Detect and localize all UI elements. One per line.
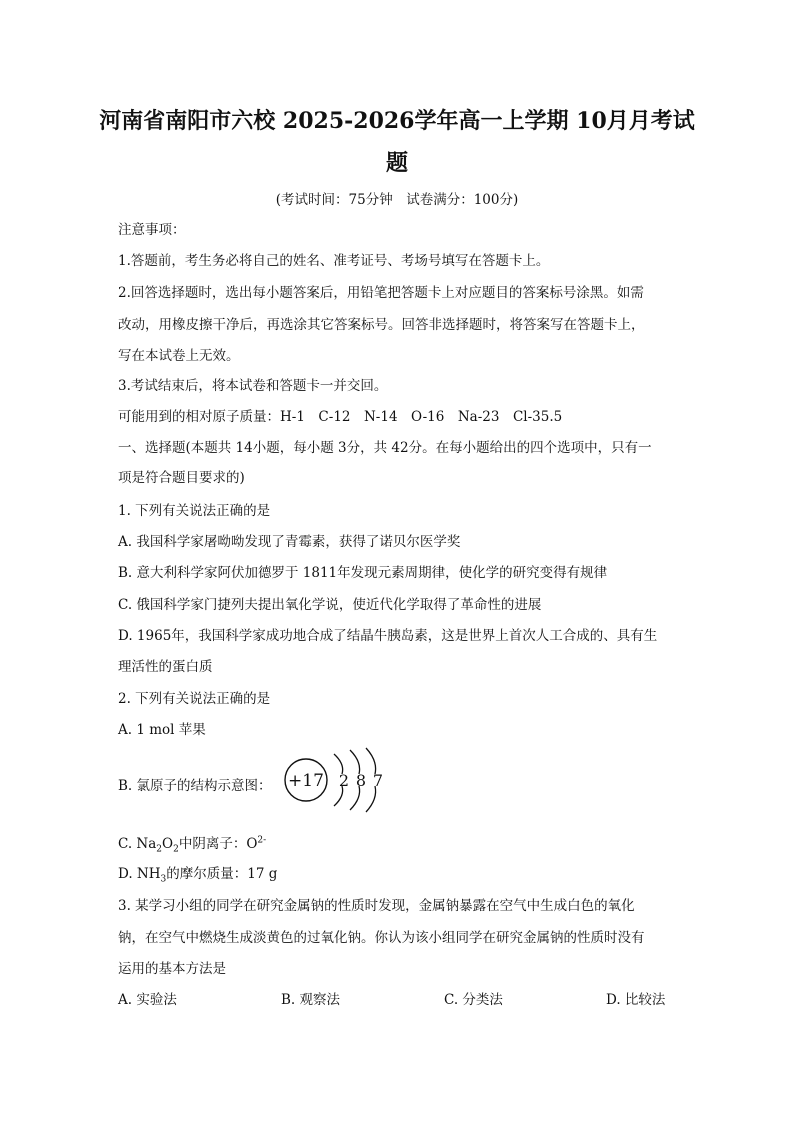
exam-title-line2: 题: [385, 150, 408, 176]
q2-option-c: [118, 832, 266, 855]
shell-3-electrons: 7: [372, 771, 384, 790]
q1-option-b: B. 意大利科学家阿伏加德罗于 1811年发现元素周期律，使化学的研究变得有规律: [118, 565, 608, 581]
atomic-masses: 可能用到的相对原子质量：H-1 C-12 N-14 O-16 Na-23 Cl-35.5: [118, 409, 563, 425]
q2-c-sub2: 2: [173, 844, 179, 855]
q1-option-a: A. 我国科学家屠呦呦发现了青霉素，获得了诺贝尔医学奖: [118, 534, 461, 550]
q2-c-sub1: 2: [156, 844, 163, 855]
section-heading-line2: 项是符合题目要求的): [118, 470, 245, 486]
q3-option-a: A. 实验法: [118, 992, 177, 1008]
q2-stem: 2. 下列有关说法正确的是: [118, 691, 271, 707]
q1-option-c: C. 俄国科学家门捷列夫提出氧化学说，使近代化学取得了革命性的进展: [118, 597, 542, 613]
q3-stem-line1: 3. 某学习小组的同学在研究金属钠的性质时发现，金属钠暴露在空气中生成白色的氧化: [118, 898, 635, 914]
exam-title-line1: 河南省南阳市六校 2025-2026学年高一上学期 10月月考试: [99, 108, 695, 134]
q2-d-sub: 3: [160, 874, 167, 885]
note-1: 1.答题前，考生务必将自己的姓名、准考证号、考场号填写在答题卡上。: [118, 253, 550, 269]
q2-option-a: A. 1 mol 苹果: [118, 722, 206, 738]
note-2-line3: 写在本试卷上无效。: [118, 348, 240, 364]
q1-stem: 1. 下列有关说法正确的是: [118, 503, 271, 519]
q3-option-b: B. 观察法: [281, 992, 341, 1008]
nucleus-charge: +17: [288, 771, 324, 791]
q2-c-mid: O: [162, 836, 174, 852]
q2-c-suffix: 中阴离子：O: [178, 836, 258, 852]
q1-option-d-line2: 理活性的蛋白质: [118, 659, 213, 675]
exam-info: (考试时间：75分钟 试卷满分：100分): [275, 192, 519, 208]
q1-option-d-line1: D. 1965年，我国科学家成功地合成了结晶牛胰岛素，这是世界上首次人工合成的、具有生: [118, 628, 658, 644]
shell-1-electrons: 2: [338, 771, 350, 790]
chlorine-atom-diagram: [282, 746, 392, 814]
q3-option-d: D. 比较法: [606, 992, 666, 1008]
shell-2-electrons: 8: [355, 771, 367, 790]
q3-stem-line2: 钠，在空气中燃烧生成淡黄色的过氧化钠。你认为该小组同学在研究金属钠的性质时没有: [118, 930, 645, 946]
q2-d-prefix: D. NH: [118, 866, 161, 882]
note-2-line2: 改动，用橡皮擦干净后，再选涂其它答案标号。回答非选择题时，将答案写在答题卡上，: [118, 317, 645, 333]
section-heading-line1: 一、选择题(本题共 14小题，每小题 3分，共 42分。在每小题给出的四个选项中，只有一: [118, 440, 652, 456]
q2-c-sup: 2-: [257, 835, 267, 846]
notes-heading: 注意事项：: [118, 222, 186, 238]
q2-option-d: [118, 862, 277, 885]
note-2-line1: 2.回答选择题时，选出每小题答案后，用铅笔把答题卡上对应题目的答案标号涂黑。如需: [118, 285, 644, 301]
q2-d-suffix: 的摩尔质量：17 g: [166, 866, 278, 882]
q3-stem-line3: 运用的基本方法是: [118, 961, 226, 977]
q2-c-prefix: C. Na: [118, 836, 157, 852]
note-3: 3.考试结束后，将本试卷和答题卡一并交回。: [118, 378, 388, 394]
q3-option-c: C. 分类法: [444, 992, 503, 1008]
q2-option-b-label: B. 氯原子的结构示意图：: [118, 778, 272, 794]
